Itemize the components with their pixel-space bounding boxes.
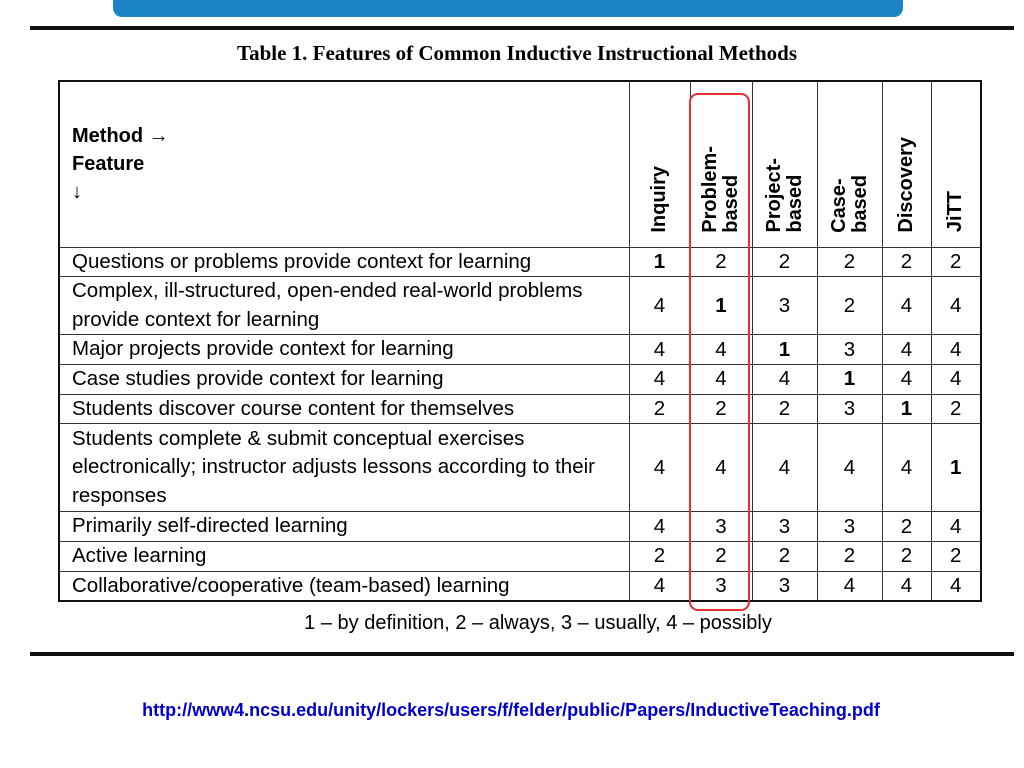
value-cell: 2 [931, 247, 981, 277]
value-cell: 2 [629, 394, 690, 424]
value-cell: 1 [690, 277, 752, 335]
value-cell: 4 [882, 424, 931, 512]
value-cell: 1 [882, 394, 931, 424]
table-row [59, 512, 981, 542]
value-cell: 2 [931, 394, 981, 424]
table-row [59, 335, 981, 365]
top-banner [113, 0, 903, 17]
rating-legend: 1 – by definition, 2 – always, 3 – usually, 4 – possibly [304, 612, 772, 634]
value-cell: 4 [690, 335, 752, 365]
value-cell: 4 [882, 365, 931, 395]
table-title: Table 1. Features of Common Inductive Instructional Methods [236, 41, 798, 65]
value-cell: 4 [817, 571, 882, 601]
value-cell: 4 [931, 512, 981, 542]
corner-method-label: Method → [72, 125, 169, 148]
column-header-case-based [817, 81, 882, 247]
features-table [58, 80, 982, 602]
value-cell: 4 [882, 335, 931, 365]
column-header-discovery [882, 81, 931, 247]
feature-cell: Collaborative/cooperative (team-based) learning [59, 571, 629, 601]
value-cell: 2 [752, 394, 817, 424]
column-header-label: JiTT [944, 191, 967, 233]
table-row [59, 277, 981, 335]
value-cell: 4 [629, 277, 690, 335]
column-header-project-based [752, 81, 817, 247]
value-cell: 3 [752, 277, 817, 335]
corner-down-arrow: ↓ [72, 181, 82, 204]
table-row [59, 571, 981, 601]
value-cell: 4 [629, 424, 690, 512]
value-cell: 2 [690, 247, 752, 277]
value-cell: 3 [752, 512, 817, 542]
column-header-label: Inquiry [648, 165, 670, 233]
corner-feature-label: Feature [72, 153, 145, 176]
source-link[interactable]: http://www4.ncsu.edu/unity/lockers/users/f/felder/public/Papers/InductiveTeaching.pdf [142, 700, 880, 720]
value-cell: 4 [817, 424, 882, 512]
value-cell: 4 [752, 365, 817, 395]
value-cell: 2 [882, 512, 931, 542]
table-row [59, 394, 981, 424]
value-cell: 3 [690, 512, 752, 542]
value-cell: 4 [629, 571, 690, 601]
table-row [59, 542, 981, 572]
value-cell: 4 [931, 571, 981, 601]
feature-cell: Primarily self-directed learning [59, 512, 629, 542]
value-cell: 2 [817, 277, 882, 335]
value-cell: 1 [629, 247, 690, 277]
value-cell: 3 [817, 394, 882, 424]
value-cell: 2 [817, 247, 882, 277]
value-cell: 1 [817, 365, 882, 395]
value-cell: 1 [931, 424, 981, 512]
value-cell: 3 [817, 512, 882, 542]
value-cell: 4 [629, 512, 690, 542]
column-header-inquiry [629, 81, 690, 247]
column-header-label-line2: based [720, 174, 742, 233]
feature-cell: Active learning [59, 542, 629, 572]
value-cell: 4 [752, 424, 817, 512]
value-cell: 4 [931, 365, 981, 395]
value-cell: 2 [882, 542, 931, 572]
column-header-label: Project- [762, 158, 785, 233]
value-cell: 4 [629, 335, 690, 365]
value-cell: 4 [629, 365, 690, 395]
feature-cell: Students discover course content for themselves [59, 394, 629, 424]
column-header-label: Discovery [895, 136, 917, 233]
value-cell: 4 [690, 365, 752, 395]
value-cell: 2 [752, 542, 817, 572]
value-cell: 4 [931, 335, 981, 365]
column-header-label-line2: based [848, 174, 871, 233]
value-cell: 1 [752, 335, 817, 365]
value-cell: 2 [882, 247, 931, 277]
corner-header [59, 81, 629, 247]
value-cell: 2 [690, 542, 752, 572]
bottom-rule [30, 652, 1014, 656]
value-cell: 2 [629, 542, 690, 572]
value-cell: 2 [752, 247, 817, 277]
value-cell: 4 [690, 424, 752, 512]
column-header-label: Problem- [699, 145, 721, 233]
column-header-label: Case- [827, 178, 850, 233]
table-row [59, 424, 981, 512]
top-rule [30, 26, 1014, 30]
feature-cell: Complex, ill-structured, open-ended real-world problems provide context for learning [59, 277, 629, 335]
feature-cell: Major projects provide context for learning [59, 335, 629, 365]
header-row [59, 81, 981, 247]
feature-cell: Questions or problems provide context for learning [59, 247, 629, 277]
table-row [59, 365, 981, 395]
feature-cell: Students complete & submit conceptual exercises electronically; instructor adjusts lessons according to their responses [59, 424, 629, 512]
value-cell: 2 [817, 542, 882, 572]
column-header-label-line2: based [783, 174, 806, 233]
table-row [59, 247, 981, 277]
column-header-problem-based [690, 81, 752, 247]
value-cell: 3 [817, 335, 882, 365]
value-cell: 3 [752, 571, 817, 601]
value-cell: 4 [882, 277, 931, 335]
value-cell: 4 [931, 277, 981, 335]
value-cell: 2 [931, 542, 981, 572]
value-cell: 2 [690, 394, 752, 424]
column-header-jitt [931, 81, 981, 247]
feature-cell: Case studies provide context for learning [59, 365, 629, 395]
value-cell: 4 [882, 571, 931, 601]
value-cell: 3 [690, 571, 752, 601]
